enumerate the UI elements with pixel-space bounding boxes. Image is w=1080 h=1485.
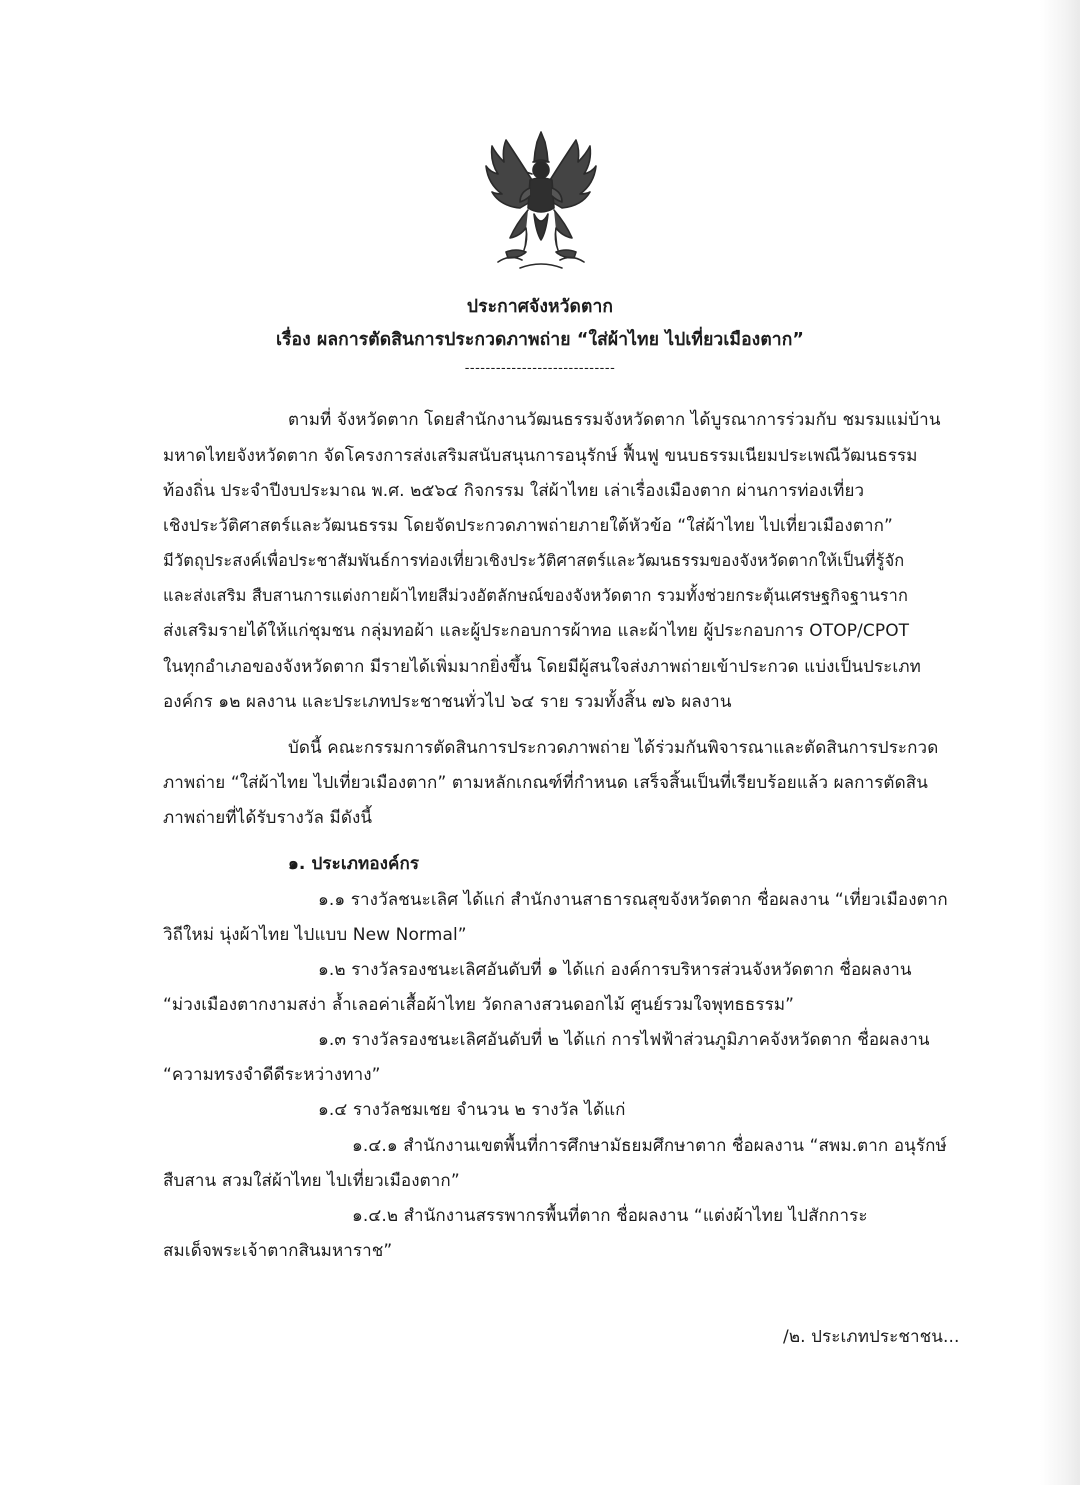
paragraph1-line: ตามที่ จังหวัดตาก โดยสำนักงานวัฒนธรรมจังหวัดตาก ได้บูรณาการร่วมกับ ชมรมแม่บ้าน [288,410,941,430]
paragraph1-line: ในทุกอำเภอของจังหวัดตาก มีรายได้เพิ่มมากยิ่งขึ้น โดยมีผู้สนใจส่งภาพถ่ายเข้าประกวด แบ่งเป็นประเภท [163,657,921,677]
award-1-1-line1: ๑.๑ รางวัลชนะเลิศ ได้แก่ สำนักงานสาธารณสุขจังหวัดตาก ชื่อผลงาน “เที่ยวเมืองตาก [318,890,948,910]
paragraph1-line: องค์กร ๑๒ ผลงาน และประเภทประชาชนทั่วไป ๖๔ ราย รวมทั้งสิ้น ๗๖ ผลงาน [163,692,732,712]
paragraph1-line: และส่งเสริม สืบสานการแต่งกายผ้าไทยสีม่วงอัตลักษณ์ของจังหวัดตาก รวมทั้งช่วยกระตุ้นเศรษฐกิจฐานราก [163,586,908,605]
paragraph2-line: บัดนี้ คณะกรรมการตัดสินการประกวดภาพถ่าย ได้ร่วมกันพิจารณาและตัดสินการประกวด [288,738,939,758]
document-title: ประกาศจังหวัดตาก [466,297,614,317]
section1-heading: ๑. ประเภทองค์กร [288,854,420,874]
paragraph1-line: มีวัตถุประสงค์เพื่อประชาสัมพันธ์การท่องเที่ยวเชิงประวัติศาสตร์และวัฒนธรรมของจังหวัดตากให้เป็นที่รู้จัก [163,551,905,570]
paragraph1-line: มหาดไทยจังหวัดตาก จัดโครงการส่งเสริมสนับสนุนการอนุรักษ์ ฟื้นฟู ขนบธรรมเนียมประเพณีวัฒนธรรม [163,446,918,466]
paragraph2-line: ภาพถ่ายที่ได้รับรางวัล มีดังนี้ [163,808,373,828]
sub-award-1-4-1-line1: ๑.๔.๑ สำนักงานเขตพื้นที่การศึกษามัธยมศึกษาตาก ชื่อผลงาน “สพม.ตาก อนุรักษ์ [352,1136,947,1156]
paragraph1-line: ท้องถิ่น ประจำปีงบประมาณ พ.ศ. ๒๕๖๔ กิจกรรม ใส่ผ้าไทย เล่าเรื่องเมืองตาก ผ่านการท่องเที่ยว [163,481,865,501]
award-1-3-line1: ๑.๓ รางวัลรองชนะเลิศอันดับที่ ๒ ได้แก่ การไฟฟ้าส่วนภูมิภาคจังหวัดตาก ชื่อผลงาน [318,1030,930,1050]
paragraph2-line: ภาพถ่าย “ใส่ผ้าไทย ไปเที่ยวเมืองตาก” ตามหลักเกณฑ์ที่กำหนด เสร็จสิ้นเป็นที่เรียบร้อยแล้ว ผลการตัดสิน [163,773,928,793]
header-divider: ----------------------------- [464,361,616,376]
paragraph1-line: ส่งเสริมรายได้ให้แก่ชุมชน กลุ่มทอผ้า และผู้ประกอบการผ้าทอ และผ้าไทย ผู้ประกอบการ OTOP/CPOT [163,621,910,641]
garuda-emblem-icon [480,128,602,280]
award-1-4: ๑.๔ รางวัลชมเชย จำนวน ๒ รางวัล ได้แก่ [318,1100,626,1120]
sub-award-1-4-1-line2: สืบสาน สวมใส่ผ้าไทย ไปเที่ยวเมืองตาก” [163,1171,460,1191]
award-1-1-line2: วิถีใหม่ นุ่งผ้าไทย ไปแบบ New Normal” [163,925,467,945]
sub-award-1-4-2-line2: สมเด็จพระเจ้าตากสินมหาราช” [163,1241,393,1261]
award-1-2-line2: “ม่วงเมืองตากงามสง่า ล้ำเลอค่าเสื้อผ้าไทย วัดกลางสวนดอกไม้ ศูนย์รวมใจพุทธธรรม” [163,995,795,1015]
paragraph1-line: เชิงประวัติศาสตร์และวัฒนธรรม โดยจัดประกวดภาพถ่ายภายใต้หัวข้อ “ใส่ผ้าไทย ไปเที่ยวเมืองตาก” [163,516,893,536]
continuation-note: /๒. ประเภทประชาชน... [783,1327,960,1347]
sub-award-1-4-2-line1: ๑.๔.๒ สำนักงานสรรพากรพื้นที่ตาก ชื่อผลงาน “แต่งผ้าไทย ไปสักการะ [352,1206,868,1226]
page-edge-shadow [1040,0,1080,1485]
award-1-3-line2: “ความทรงจำดีดีระหว่างทาง” [163,1065,381,1085]
award-1-2-line1: ๑.๒ รางวัลรองชนะเลิศอันดับที่ ๑ ได้แก่ องค์การบริหารส่วนจังหวัดตาก ชื่อผลงาน [318,960,912,980]
document-subject: เรื่อง ผลการตัดสินการประกวดภาพถ่าย “ใส่ผ้าไทย ไปเที่ยวเมืองตาก” [275,330,805,350]
